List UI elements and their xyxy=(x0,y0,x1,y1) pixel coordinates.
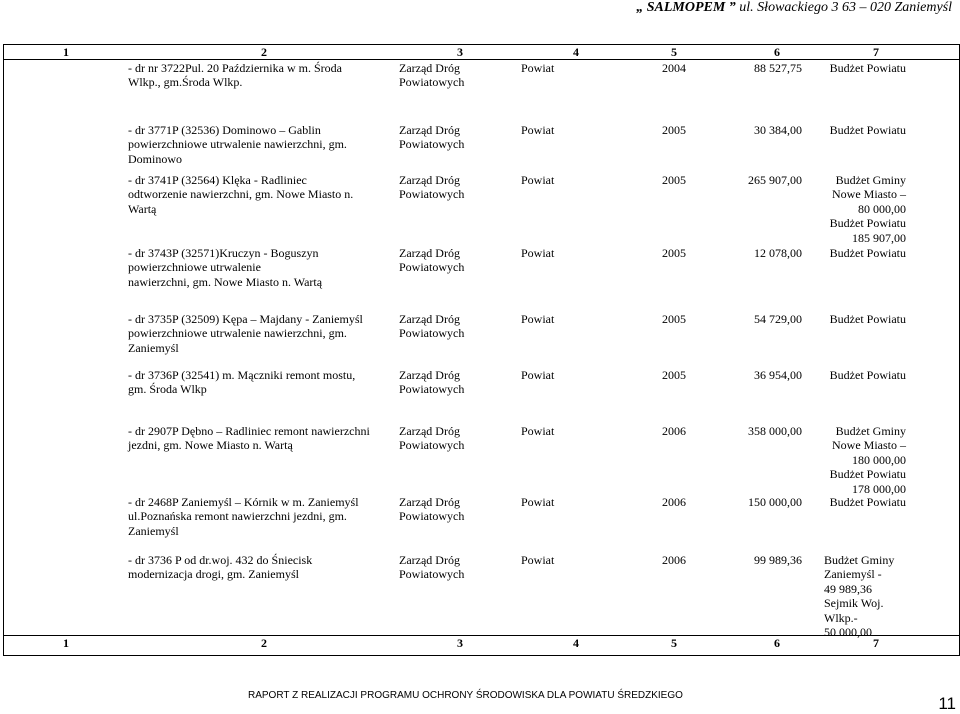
header-divider xyxy=(4,59,959,60)
col-number-7: 7 xyxy=(873,45,879,59)
managing-unit: Zarząd Dróg Powiatowych xyxy=(399,553,465,582)
road-description: - dr 3735P (32509) Kępa – Majdany - Zaniemyśl powierzchniowe utrwalenie nawierzchni, gm. Zaniemyśl xyxy=(128,312,363,355)
amount: 54 729,00 xyxy=(754,312,802,326)
col-number-7: 7 xyxy=(873,636,879,650)
report-title: RAPORT Z REALIZACJI PROGRAMU OCHRONY ŚRODOWISKA DLA POWIATU ŚREDZKIEGO xyxy=(248,690,683,701)
investor-type: Powiat xyxy=(521,123,555,137)
amount: 150 000,00 xyxy=(748,495,802,509)
road-description: - dr 3743P (32571)Kruczyn - Boguszyn powierzchniowe utrwalenie nawierzchni, gm. Nowe Miasto n. Wartą xyxy=(128,246,323,289)
amount: 88 527,75 xyxy=(754,61,802,75)
investor-type: Powiat xyxy=(521,173,555,187)
investment-table xyxy=(3,44,960,656)
managing-unit: Zarząd Dróg Powiatowych xyxy=(399,61,465,90)
investor-type: Powiat xyxy=(521,312,555,326)
amount: 99 989,36 xyxy=(754,553,802,567)
investor-type: Powiat xyxy=(521,495,555,509)
funding-source: Budżet Gminy Zaniemyśl - 49 989,36 Sejmik Woj. Wlkp.- 50 000,00 xyxy=(824,553,895,640)
road-description: - dr 3736P (32541) m. Mączniki remont mostu, gm. Środa Wlkp xyxy=(128,368,356,397)
company-name: „ SALMOPEM ” xyxy=(636,0,736,15)
col-number-5: 5 xyxy=(671,45,677,59)
year: 2005 xyxy=(662,123,686,137)
col-number-1: 1 xyxy=(63,45,69,59)
footer-divider xyxy=(4,635,959,636)
managing-unit: Zarząd Dróg Powiatowych xyxy=(399,312,465,341)
road-description: - dr 3771P (32536) Dominowo – Gablin powierzchniowe utrwalenie nawierzchni, gm. Dominowo xyxy=(128,123,347,166)
col-number-3: 3 xyxy=(457,45,463,59)
managing-unit: Zarząd Dróg Powiatowych xyxy=(399,368,465,397)
year: 2006 xyxy=(662,553,686,567)
col-number-5: 5 xyxy=(671,636,677,650)
road-description: - dr nr 3722Pul. 20 Października w m. Środa Wlkp., gm.Środa Wlkp. xyxy=(128,61,342,90)
col-number-4: 4 xyxy=(573,45,579,59)
funding-source: Budżet Powiatu xyxy=(829,246,906,260)
investor-type: Powiat xyxy=(521,424,555,438)
page-number: 11 xyxy=(938,694,956,713)
funding-source: Budżet Powiatu xyxy=(829,495,906,509)
funding-source: Budżet Gminy Nowe Miasto – 80 000,00 Budżet Powiatu 185 907,00 xyxy=(829,173,906,245)
year: 2004 xyxy=(662,61,686,75)
col-number-6: 6 xyxy=(774,45,780,59)
amount: 265 907,00 xyxy=(748,173,802,187)
year: 2005 xyxy=(662,246,686,260)
col-number-4: 4 xyxy=(573,636,579,650)
col-number-1: 1 xyxy=(63,636,69,650)
investor-type: Powiat xyxy=(521,246,555,260)
col-number-2: 2 xyxy=(261,45,267,59)
col-number-3: 3 xyxy=(457,636,463,650)
year: 2005 xyxy=(662,312,686,326)
investor-type: Powiat xyxy=(521,368,555,382)
year: 2005 xyxy=(662,173,686,187)
managing-unit: Zarząd Dróg Powiatowych xyxy=(399,173,465,202)
company-address: ul. Słowackiego 3 63 – 020 Zaniemyśl xyxy=(739,0,952,15)
road-description: - dr 2468P Zaniemyśl – Kórnik w m. Zaniemyśl ul.Poznańska remont nawierzchni jezdni, gm. Zaniemyśl xyxy=(128,495,359,538)
year: 2006 xyxy=(662,424,686,438)
managing-unit: Zarząd Dróg Powiatowych xyxy=(399,246,465,275)
col-number-6: 6 xyxy=(774,636,780,650)
amount: 30 384,00 xyxy=(754,123,802,137)
page-header xyxy=(636,0,952,16)
year: 2006 xyxy=(662,495,686,509)
col-number-2: 2 xyxy=(261,636,267,650)
funding-source: Budżet Gminy Nowe Miasto – 180 000,00 Budżet Powiatu 178 000,00 xyxy=(829,424,906,496)
funding-source: Budżet Powiatu xyxy=(829,312,906,326)
investor-type: Powiat xyxy=(521,61,555,75)
amount: 12 078,00 xyxy=(754,246,802,260)
amount: 358 000,00 xyxy=(748,424,802,438)
road-description: - dr 3741P (32564) Klęka - Radliniec odtworzenie nawierzchni, gm. Nowe Miasto n. Wartą xyxy=(128,173,354,216)
funding-source: Budżet Powiatu xyxy=(829,368,906,382)
year: 2005 xyxy=(662,368,686,382)
road-description: - dr 3736 P od dr.woj. 432 do Śniecisk modernizacja drogi, gm. Zaniemyśl xyxy=(128,553,313,582)
managing-unit: Zarząd Dróg Powiatowych xyxy=(399,495,465,524)
managing-unit: Zarząd Dróg Powiatowych xyxy=(399,123,465,152)
investor-type: Powiat xyxy=(521,553,555,567)
managing-unit: Zarząd Dróg Powiatowych xyxy=(399,424,465,453)
funding-source: Budżet Powiatu xyxy=(829,61,906,75)
amount: 36 954,00 xyxy=(754,368,802,382)
funding-source: Budżet Powiatu xyxy=(829,123,906,137)
road-description: - dr 2907P Dębno – Radliniec remont nawierzchni jezdni, gm. Nowe Miasto n. Wartą xyxy=(128,424,370,453)
